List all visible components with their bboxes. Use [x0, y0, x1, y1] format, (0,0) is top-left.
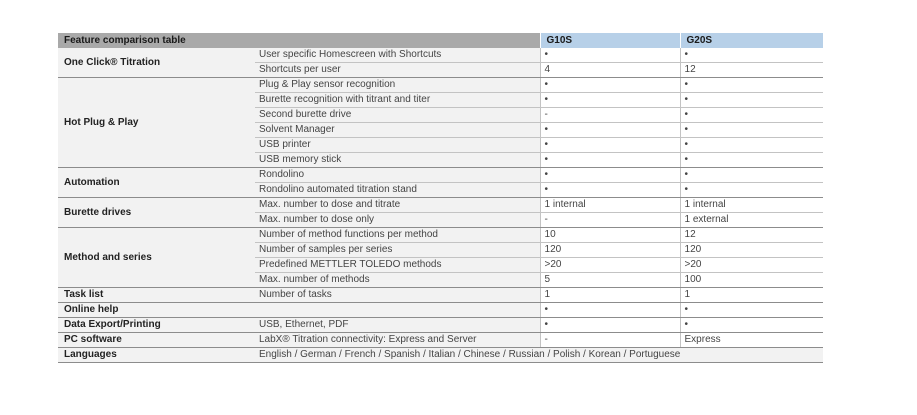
table-row — [58, 303, 823, 318]
g20s-value-cell: 120 — [680, 243, 823, 258]
category-cell: PC software — [58, 333, 255, 348]
feature-cell: USB printer — [255, 138, 540, 153]
g20s-value-cell: 100 — [680, 273, 823, 288]
feature-cell: LabX® Titration connectivity: Express and Server — [255, 333, 540, 348]
category-cell: Hot Plug & Play — [58, 78, 255, 168]
table-row — [58, 333, 823, 348]
feature-cell: Max. number to dose only — [255, 213, 540, 228]
feature-cell: User specific Homescreen with Shortcuts — [255, 48, 540, 63]
feature-cell: Number of samples per series — [255, 243, 540, 258]
g10s-value-cell: 1 internal — [540, 198, 680, 213]
category-cell: Method and series — [58, 228, 255, 288]
category-cell: Languages — [58, 348, 255, 363]
g20s-value-cell: • — [680, 108, 823, 123]
table-row — [58, 318, 823, 333]
languages-value-cell: English / German / French / Spanish / Italian / Chinese / Russian / Polish / Korean / Portuguese — [255, 348, 823, 363]
g20s-value-cell: Express — [680, 333, 823, 348]
g20s-value-cell: • — [680, 78, 823, 93]
product-header-g20s: G20S — [680, 33, 823, 48]
header-row — [58, 33, 823, 48]
g20s-value-cell: 1 internal — [680, 198, 823, 213]
table-row — [58, 168, 823, 183]
category-cell: Burette drives — [58, 198, 255, 228]
category-cell: Automation — [58, 168, 255, 198]
g10s-value-cell: - — [540, 108, 680, 123]
g20s-value-cell: • — [680, 93, 823, 108]
feature-cell: Predefined METTLER TOLEDO methods — [255, 258, 540, 273]
g10s-value-cell: 4 — [540, 63, 680, 78]
feature-cell: USB, Ethernet, PDF — [255, 318, 540, 333]
feature-cell: Solvent Manager — [255, 123, 540, 138]
g20s-value-cell: • — [680, 303, 823, 318]
g10s-value-cell: • — [540, 153, 680, 168]
feature-cell: USB memory stick — [255, 153, 540, 168]
category-cell: Data Export/Printing — [58, 318, 255, 333]
g10s-value-cell: 1 — [540, 288, 680, 303]
g20s-value-cell: 12 — [680, 228, 823, 243]
feature-cell: Max. number to dose and titrate — [255, 198, 540, 213]
category-cell: Task list — [58, 288, 255, 303]
g10s-value-cell: 10 — [540, 228, 680, 243]
feature-cell — [255, 303, 540, 318]
g10s-value-cell: • — [540, 78, 680, 93]
g20s-value-cell: 1 external — [680, 213, 823, 228]
feature-cell: Rondolino automated titration stand — [255, 183, 540, 198]
g10s-value-cell: • — [540, 48, 680, 63]
g10s-value-cell: - — [540, 333, 680, 348]
g10s-value-cell: • — [540, 183, 680, 198]
category-cell: Online help — [58, 303, 255, 318]
g20s-value-cell: • — [680, 318, 823, 333]
table-title: Feature comparison table — [58, 33, 540, 48]
g20s-value-cell: • — [680, 48, 823, 63]
g20s-value-cell: 12 — [680, 63, 823, 78]
g20s-value-cell: • — [680, 153, 823, 168]
feature-cell: Shortcuts per user — [255, 63, 540, 78]
g20s-value-cell: • — [680, 168, 823, 183]
feature-comparison-table — [58, 33, 824, 363]
feature-cell: Second burette drive — [255, 108, 540, 123]
g10s-value-cell: 120 — [540, 243, 680, 258]
g20s-value-cell: 1 — [680, 288, 823, 303]
g20s-value-cell: • — [680, 138, 823, 153]
g10s-value-cell: - — [540, 213, 680, 228]
feature-cell: Plug & Play sensor recognition — [255, 78, 540, 93]
table-row — [58, 228, 823, 243]
feature-cell: Burette recognition with titrant and titer — [255, 93, 540, 108]
table-row — [58, 288, 823, 303]
product-header-g10s: G10S — [540, 33, 680, 48]
feature-cell: Rondolino — [255, 168, 540, 183]
g10s-value-cell: • — [540, 318, 680, 333]
g10s-value-cell: • — [540, 303, 680, 318]
g10s-value-cell: • — [540, 138, 680, 153]
table-row — [58, 78, 823, 93]
languages-row — [58, 348, 823, 363]
feature-cell: Max. number of methods — [255, 273, 540, 288]
table-row — [58, 48, 823, 63]
g20s-value-cell: • — [680, 123, 823, 138]
g10s-value-cell: • — [540, 93, 680, 108]
table-row — [58, 198, 823, 213]
g10s-value-cell: • — [540, 168, 680, 183]
g20s-value-cell: • — [680, 183, 823, 198]
feature-cell: Number of tasks — [255, 288, 540, 303]
feature-cell: Number of method functions per method — [255, 228, 540, 243]
g10s-value-cell: >20 — [540, 258, 680, 273]
category-cell: One Click® Titration — [58, 48, 255, 78]
table-body — [58, 48, 823, 363]
g20s-value-cell: >20 — [680, 258, 823, 273]
g10s-value-cell: 5 — [540, 273, 680, 288]
g10s-value-cell: • — [540, 123, 680, 138]
